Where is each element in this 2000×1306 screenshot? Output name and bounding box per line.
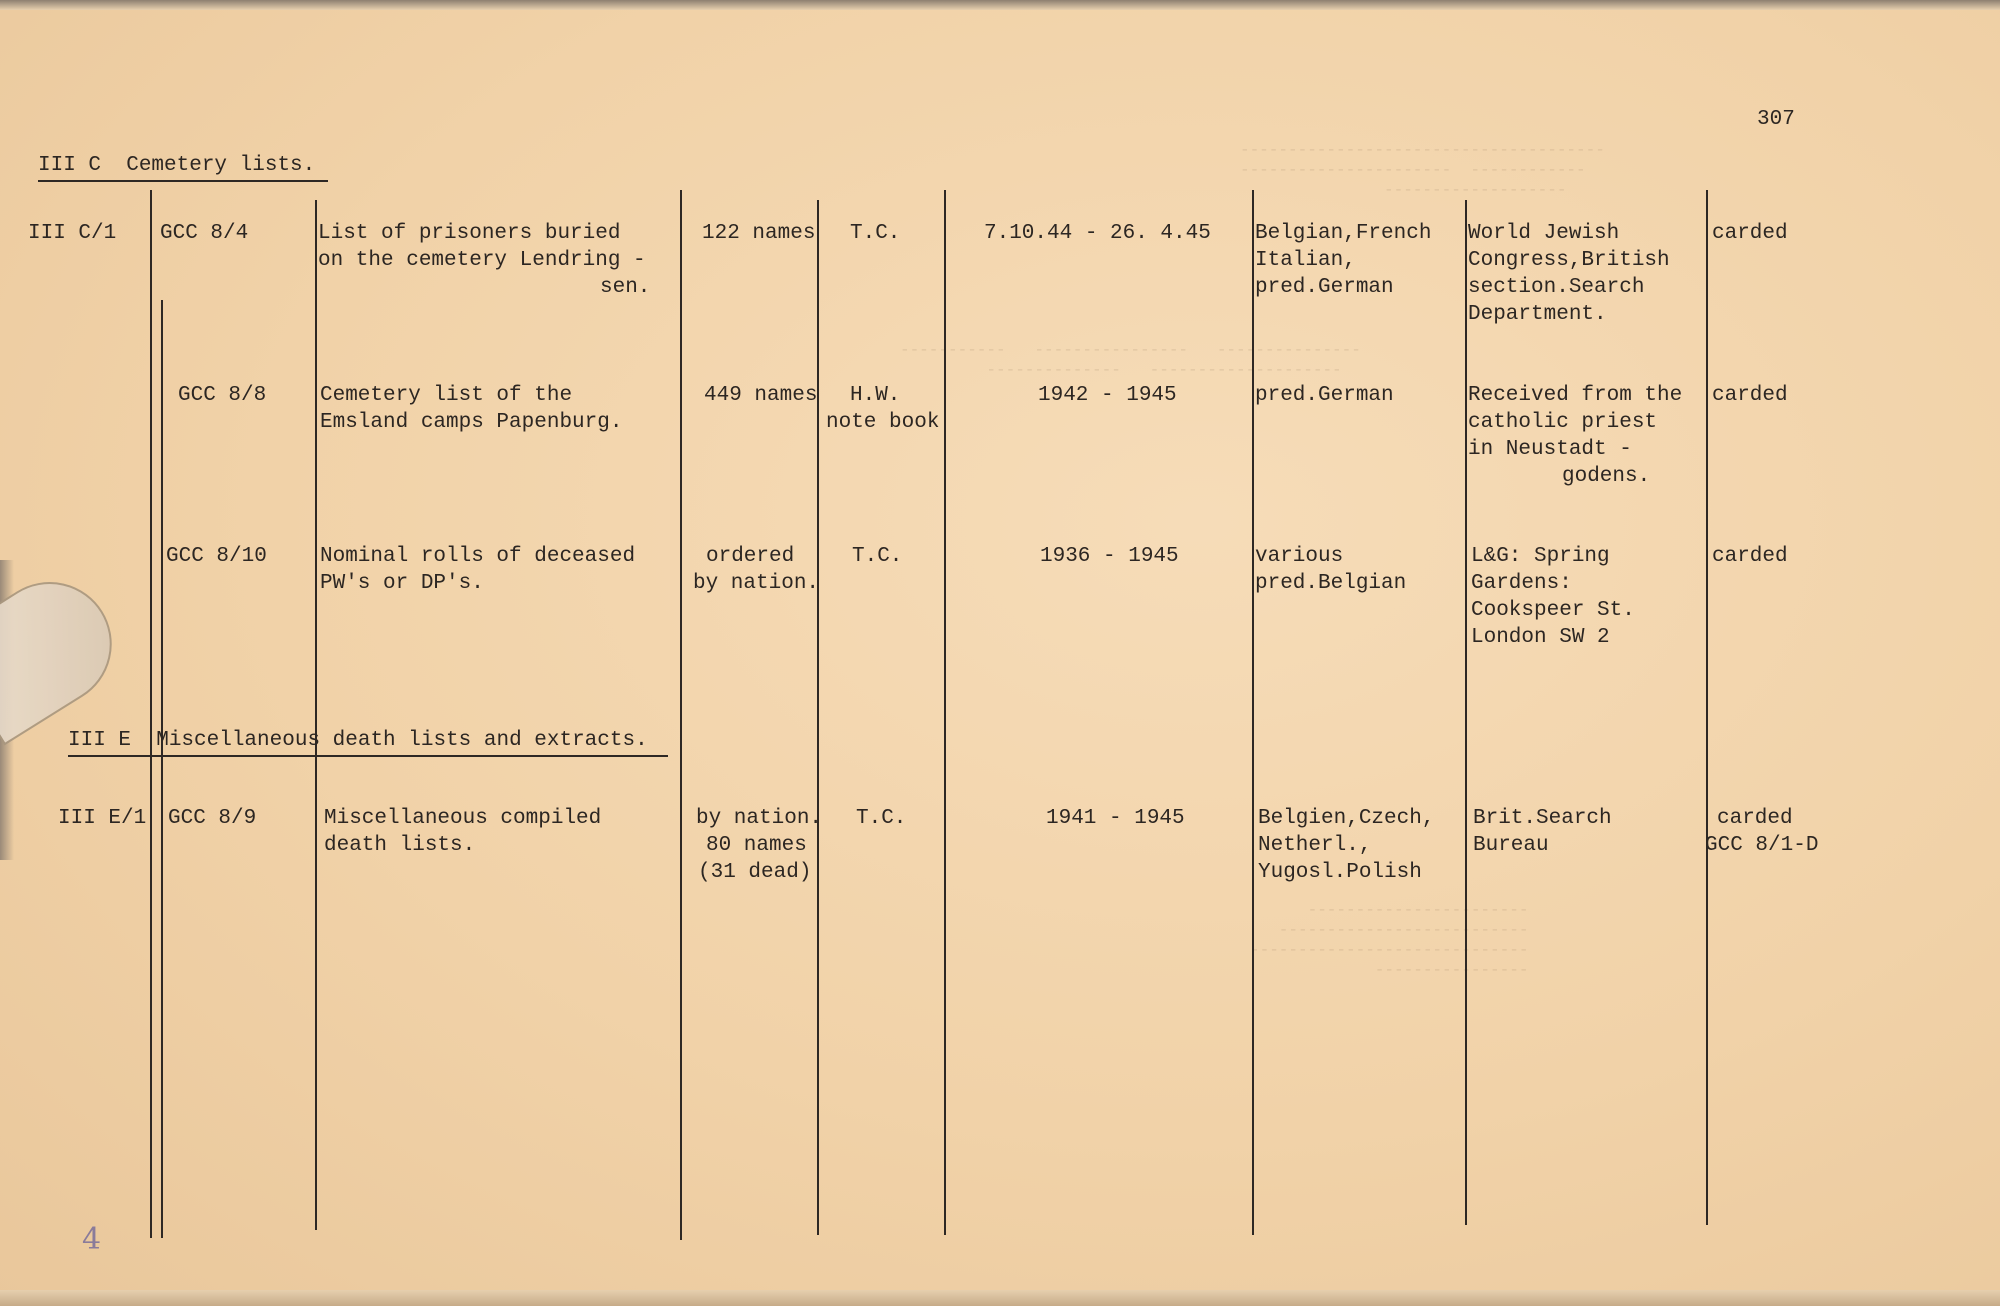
row-period: 1936 - 1945 — [1040, 545, 1179, 568]
section-heading-misc-death-lists: III E Miscellaneous death lists and extracts. — [68, 729, 648, 752]
row-source: godens. — [1562, 465, 1651, 488]
row-description: Miscellaneous compiled — [324, 807, 602, 830]
row-reference: GCC 8/4 — [160, 222, 249, 245]
row-description: Emsland camps Papenburg. — [320, 411, 623, 434]
row-type: note book — [826, 411, 940, 434]
row-source: London SW 2 — [1471, 626, 1610, 649]
heading-underline — [38, 180, 328, 182]
row-description: List of prisoners buried — [318, 222, 621, 245]
bleed-through-texture: -------------------------------------- ------------ ---------------------- ------------------- — [1240, 141, 1605, 199]
column-rule — [150, 190, 152, 1238]
row-source: Congress,British — [1468, 249, 1670, 272]
row-nationality: pred.German — [1255, 384, 1394, 407]
row-source: Brit.Search — [1473, 807, 1612, 830]
row-status: GCC 8/1-D — [1705, 834, 1819, 857]
bleed-through-texture: --------------- ---------------- ----------- -------------------- -------------- — [900, 341, 1361, 379]
row-nationality: Italian, — [1255, 249, 1356, 272]
row-type: T.C. — [852, 545, 903, 568]
column-rule — [817, 200, 819, 1235]
row-extent: by nation. — [693, 572, 820, 595]
row-extent: 122 names — [702, 222, 816, 245]
page-bottom-edge — [0, 1290, 2000, 1306]
handwritten-margin-note: 4 — [82, 1222, 102, 1257]
row-status: carded — [1717, 807, 1793, 830]
row-signature: III C/1 — [28, 222, 117, 245]
row-type: T.C. — [850, 222, 901, 245]
row-source: catholic priest — [1468, 411, 1658, 434]
row-source: Bureau — [1473, 834, 1549, 857]
row-reference: GCC 8/10 — [166, 545, 267, 568]
row-type: H.W. — [850, 384, 901, 407]
row-status: carded — [1712, 384, 1788, 407]
row-source: section.Search — [1468, 276, 1645, 299]
row-signature: III E/1 — [58, 807, 147, 830]
row-extent: ordered — [706, 545, 795, 568]
row-nationality: Yugosl.Polish — [1258, 861, 1422, 884]
row-type: T.C. — [856, 807, 907, 830]
row-source: L&G: Spring — [1471, 545, 1610, 568]
row-extent: (31 dead) — [698, 861, 812, 884]
row-description: PW's or DP's. — [320, 572, 484, 595]
row-description: death lists. — [324, 834, 476, 857]
column-rule — [1706, 190, 1708, 1225]
row-description: Cemetery list of the — [320, 384, 573, 407]
row-description: Nominal rolls of deceased — [320, 545, 636, 568]
row-source: Cookspeer St. — [1471, 599, 1635, 622]
row-source: in Neustadt - — [1468, 438, 1632, 461]
row-nationality: pred.Belgian — [1255, 572, 1407, 595]
column-rule — [1252, 190, 1254, 1235]
row-nationality: pred.German — [1255, 276, 1394, 299]
row-description: on the cemetery Lendring - — [318, 249, 646, 272]
column-rule — [680, 190, 682, 1240]
page-top-edge — [0, 0, 2000, 10]
row-source: Received from the — [1468, 384, 1683, 407]
row-nationality: various — [1255, 545, 1344, 568]
row-extent: by nation. — [696, 807, 823, 830]
column-rule — [161, 300, 163, 1238]
section-heading-cemetery-lists: III C Cemetery lists. — [38, 154, 316, 177]
row-period: 1941 - 1945 — [1046, 807, 1185, 830]
paper-tab — [0, 559, 135, 746]
bleed-through-texture: ----------------------- -------------------------- ----------------------------- ---------------- — [1250, 901, 1529, 979]
row-extent: 80 names — [706, 834, 807, 857]
row-nationality: Netherl., — [1258, 834, 1372, 857]
row-nationality: Belgien,Czech, — [1258, 807, 1435, 830]
row-nationality: Belgian,French — [1255, 222, 1432, 245]
row-source: Gardens: — [1471, 572, 1572, 595]
column-rule — [944, 190, 946, 1235]
column-rule — [315, 200, 317, 1230]
column-rule — [1465, 200, 1467, 1225]
heading-underline — [68, 755, 668, 757]
row-reference: GCC 8/8 — [178, 384, 267, 407]
row-status: carded — [1712, 545, 1788, 568]
page-number: 307 — [1757, 108, 1795, 131]
row-description: sen. — [600, 276, 651, 299]
row-status: carded — [1712, 222, 1788, 245]
row-extent: 449 names — [704, 384, 818, 407]
row-period: 1942 - 1945 — [1038, 384, 1177, 407]
row-reference: GCC 8/9 — [168, 807, 257, 830]
row-source: World Jewish — [1468, 222, 1620, 245]
row-source: Department. — [1468, 303, 1607, 326]
row-period: 7.10.44 - 26. 4.45 — [984, 222, 1211, 245]
